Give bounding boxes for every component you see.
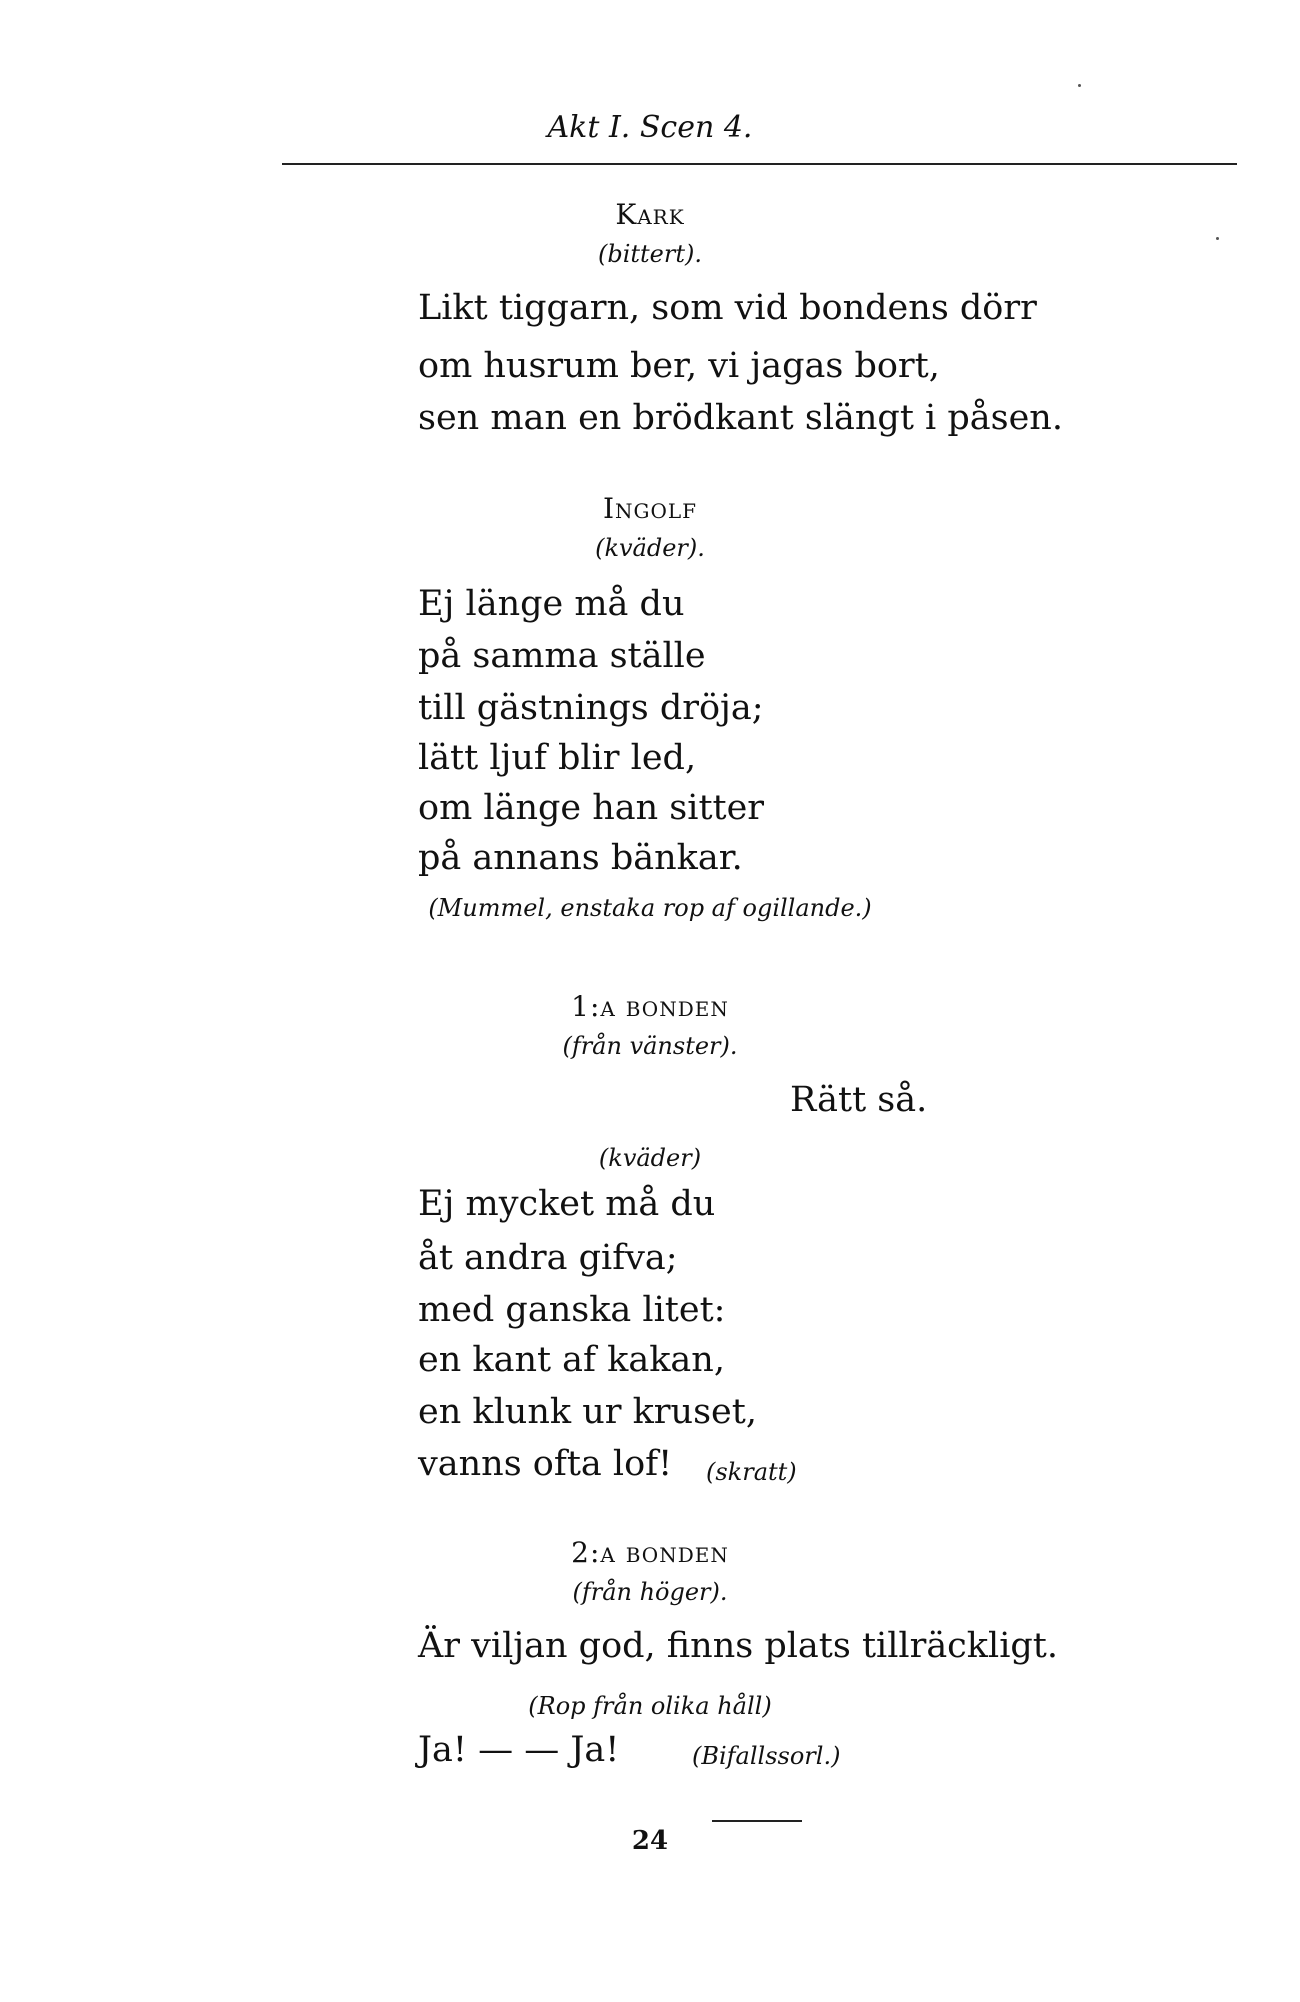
verse-line: Likt tiggarn, som vid bondens dörr — [418, 288, 1037, 328]
stage-direction-kvader: (kväder). — [595, 534, 705, 562]
verse-line-final: Ja! — — Ja! — [418, 1730, 620, 1770]
verse-line: en klunk ur kruset, — [418, 1392, 757, 1432]
speaker-ingolf: Ingolf — [602, 492, 698, 525]
verse-line: Är viljan god, finns plats tillräckligt. — [418, 1626, 1058, 1666]
verse-line: med ganska litet: — [418, 1290, 726, 1330]
verse-line: till gästnings dröja; — [418, 688, 764, 728]
stage-direction-fran-vanster: (från vänster). — [562, 1032, 738, 1060]
stage-direction-mummel: (Mummel, enstaka rop af ogillande.) — [428, 894, 872, 922]
verse-line: Ej mycket må du — [418, 1184, 716, 1224]
speaker-bonde-2: 2:a bonden — [571, 1536, 729, 1569]
stage-direction-fran-hoger: (från höger). — [572, 1578, 728, 1606]
stage-direction-bittert: (bittert). — [597, 240, 702, 268]
verse-line: en kant af kakan, — [418, 1340, 725, 1380]
verse-line: åt andra gifva; — [418, 1238, 678, 1278]
speaker-bonde-1: 1:a bonden — [571, 990, 729, 1023]
verse-line: på samma ställe — [418, 636, 706, 676]
stage-direction-skratt: (skratt) — [706, 1458, 797, 1486]
verse-line: på annans bänkar. — [418, 838, 743, 878]
verse-line: sen man en brödkant slängt i påsen. — [418, 398, 1063, 438]
verse-line: lätt ljuf blir led, — [418, 738, 697, 778]
header-rule — [282, 163, 1237, 165]
page-number-rule — [712, 1820, 802, 1822]
verse-line: om husrum ber, vi jagas bort, — [418, 346, 940, 386]
paper-speck — [1078, 84, 1081, 87]
reply-line: Rätt så. — [790, 1080, 928, 1120]
verse-line: vanns ofta lof! — [418, 1444, 673, 1484]
stage-direction-bifallssorl: (Bifallssorl.) — [692, 1742, 841, 1770]
speaker-kark: Kark — [615, 198, 685, 231]
running-header: Akt I. Scen 4. — [547, 110, 753, 145]
verse-line: om länge han sitter — [418, 788, 765, 828]
page-number: 24 — [631, 1826, 669, 1856]
stage-direction-kvader-2: (kväder) — [598, 1144, 702, 1172]
verse-line: Ej länge må du — [418, 584, 685, 624]
stage-direction-rop: (Rop från olika håll) — [528, 1692, 772, 1720]
